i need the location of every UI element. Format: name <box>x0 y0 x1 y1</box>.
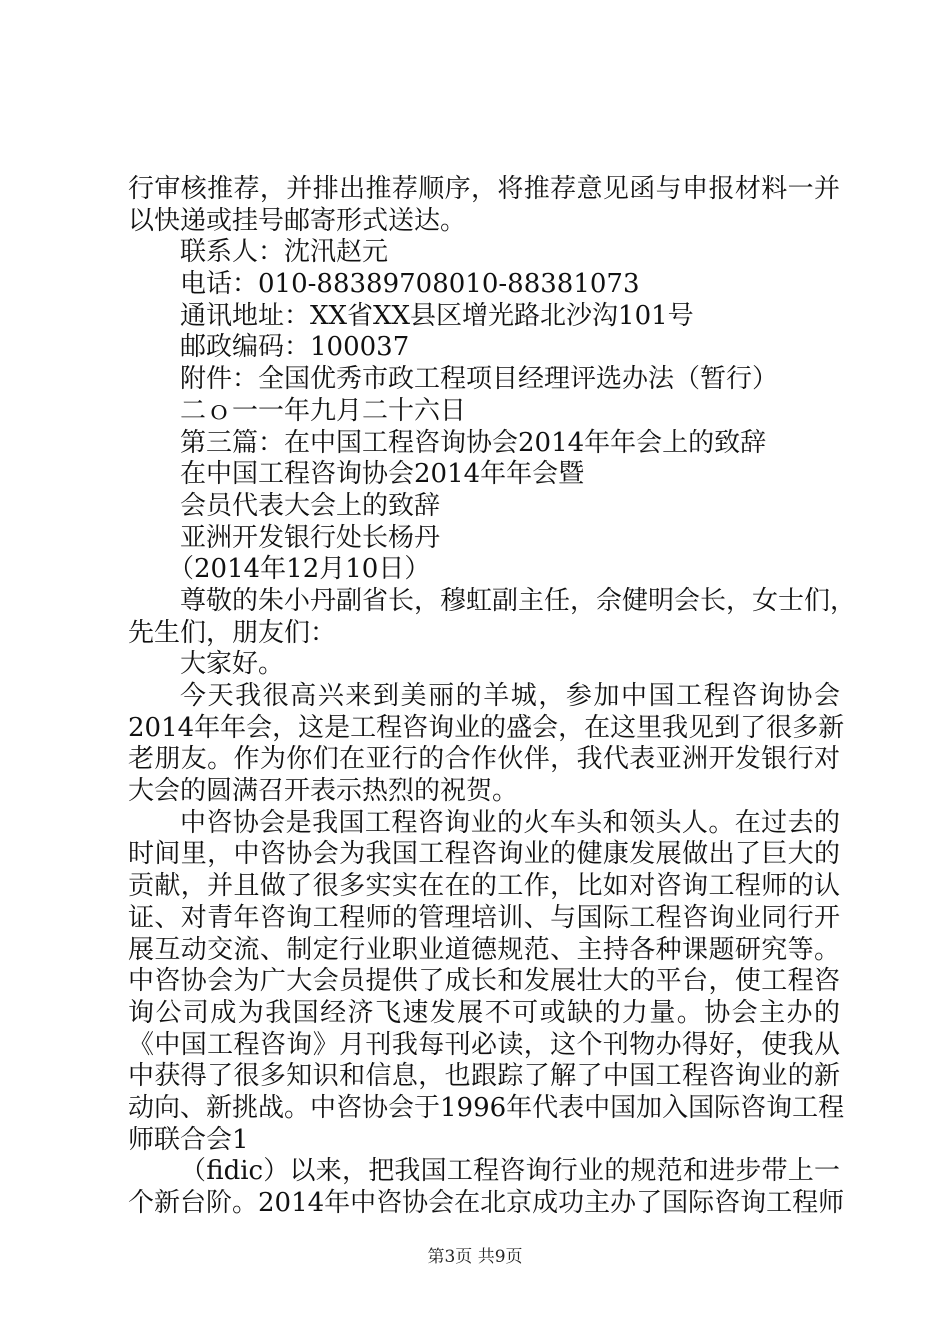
text-line: 行审核推荐，并排出推荐顺序，将推荐意见函与申报材料一并 <box>128 174 840 204</box>
text-line: 动向、新挑战。中咨协会于1996年代表中国加入国际咨询工程 <box>128 1092 845 1123</box>
page-number-footer: 第3页 共9页 <box>427 1247 523 1267</box>
text-line: 询公司成为我国经济飞速发展不可或缺的力量。协会主办的 <box>128 997 840 1028</box>
text-line: 《中国工程咨询》月刊我每刊必读，这个刊物办得好，使我从 <box>128 1029 840 1060</box>
text-line: 2014年年会，这是工程咨询业的盛会，在这里我见到了很多新 <box>128 712 845 743</box>
speech-title-line: 在中国工程咨询协会2014年年会暨 <box>180 459 585 490</box>
address-line: 通讯地址：XX省XX县区增光路北沙沟101号 <box>180 300 694 331</box>
text-line: 中咨协会为广大会员提供了成长和发展壮大的平台，使工程咨 <box>128 966 840 997</box>
text-line: （fidic）以来，把我国工程咨询行业的规范和进步带上一 <box>180 1156 840 1187</box>
text-line: 个新台阶。2014年中咨协会在北京成功主办了国际咨询工程师 <box>128 1188 845 1218</box>
text-line: 展互动交流、制定行业职业道德规范、主持各种课题研究等。 <box>128 934 840 965</box>
text-line: 中获得了很多知识和信息，也跟踪了解了中国工程咨询业的新 <box>128 1061 840 1092</box>
text-line: 以快递或挂号邮寄形式送达。 <box>128 205 467 236</box>
section-heading: 第三篇：在中国工程咨询协会2014年年会上的致辞 <box>180 427 767 458</box>
text-line: 先生们，朋友们： <box>128 617 337 648</box>
speech-title-line: 会员代表大会上的致辞 <box>180 490 441 521</box>
date-line: 二ｏ一一年九月二十六日 <box>180 395 467 426</box>
document-body <box>128 174 857 1220</box>
text-line: 大会的圆满召开表示热烈的祝贺。 <box>128 776 519 807</box>
text-line: 中咨协会是我国工程咨询业的火车头和领头人。在过去的 <box>180 807 840 838</box>
attachment-line: 附件：全国优秀市政工程项目经理评选办法（暂行） <box>180 364 779 395</box>
text-line: 尊敬的朱小丹副省长，穆虹副主任，佘健明会长，女士们， <box>180 585 857 616</box>
text-line: 今天我很高兴来到美丽的羊城，参加中国工程咨询协会 <box>180 681 840 711</box>
contact-person-line: 联系人：沈汛赵元 <box>180 237 389 268</box>
text-line: 时间里，中咨协会为我国工程咨询业的健康发展做出了巨大的 <box>128 839 840 870</box>
phone-line: 电话：010-88389708010-88381073 <box>180 269 640 300</box>
text-line: 大家好。 <box>180 649 285 680</box>
speech-date-line: （2014年12月10日） <box>168 554 431 585</box>
text-line: 贡献，并且做了很多实实在在的工作，比如对咨询工程师的认 <box>128 871 840 902</box>
speaker-line: 亚洲开发银行处长杨丹 <box>180 522 441 553</box>
text-line: 师联合会1 <box>128 1124 249 1155</box>
text-line: 证、对青年咨询工程师的管理培训、与国际工程咨询业同行开 <box>128 902 840 933</box>
text-line: 老朋友。作为你们在亚行的合作伙伴，我代表亚洲开发银行对 <box>128 744 840 775</box>
postal-code-line: 邮政编码：100037 <box>180 332 410 363</box>
